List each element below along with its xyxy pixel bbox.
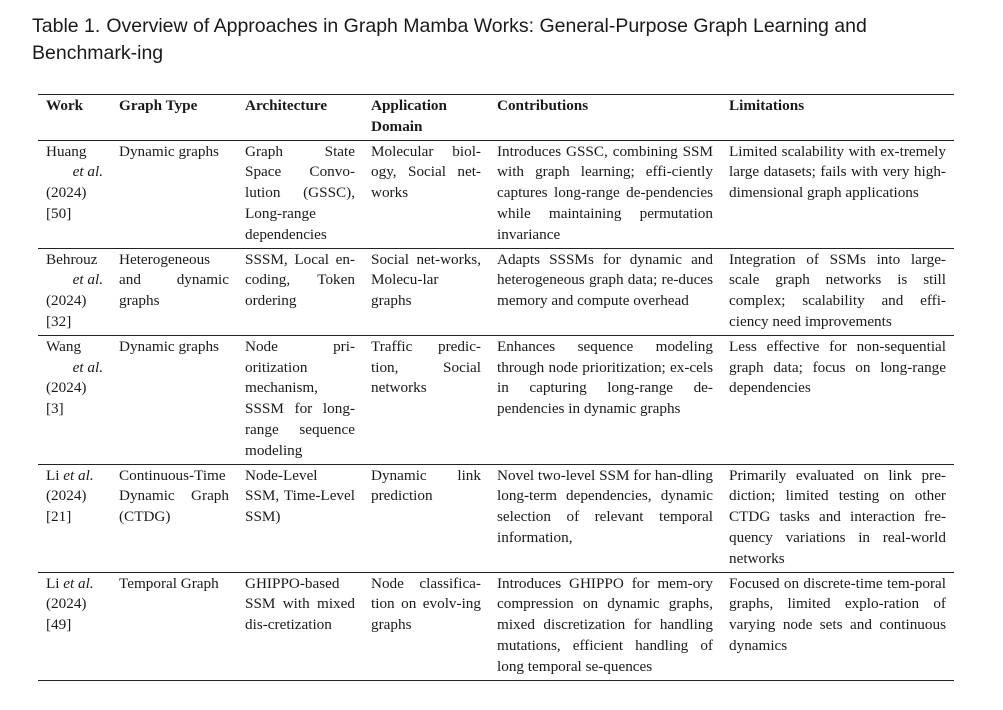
table-caption	[32, 13, 967, 67]
contributions-cell: Introduces GSSC, combining SSM with graph learning; effi-ciently captures long-range de-pendencies while maintaining permutation invariance	[497, 142, 713, 243]
header-work: Work	[46, 97, 84, 114]
work-author: Li	[46, 466, 60, 484]
work-ref: [50]	[46, 204, 72, 222]
domain-cell: Social net-works, Molecu-lar graphs	[371, 250, 481, 310]
work-author: Huang	[46, 142, 87, 160]
contributions-cell: Novel two-level SSM for han-dling long-term dependencies, dynamic selection of relevant temporal information,	[497, 466, 713, 546]
table-row	[38, 336, 954, 464]
work-year: (2024)	[46, 487, 87, 505]
limitations-cell: Primarily evaluated on link pre-diction; limited testing on other CTDG tasks and interaction fre-quency variations in real-world networks	[729, 466, 946, 567]
graph-type-cell: Temporal Graph	[119, 574, 219, 592]
work-cell	[38, 466, 111, 570]
work-ref: [21]	[46, 508, 72, 526]
work-author-line	[46, 574, 103, 595]
work-cell	[38, 574, 111, 678]
architecture-cell: Node-Level SSM, Time-Level SSM)	[245, 466, 355, 526]
work-etal: et al.	[63, 466, 94, 484]
table-caption-text: Overview of Approaches in Graph Mamba Works: General-Purpose Graph Learning and Benchmark-ing	[32, 15, 867, 64]
architecture-cell: Graph State Space Convo-lution (GSSC), Long-range dependencies	[245, 142, 355, 243]
work-year: (2024)	[46, 595, 87, 613]
header-limitations: Limitations	[729, 97, 805, 114]
contributions-cell: Enhances sequence modeling through node prioritization; ex-cels in capturing long-range de-pendencies in dynamic graphs	[497, 337, 713, 418]
table-header-row	[38, 95, 954, 140]
architecture-cell: Node pri-oritization mechanism, SSSM for long-range sequence modeling	[245, 337, 355, 459]
table-row	[38, 249, 954, 335]
domain-cell: Node classifica-tion on evolv-ing graphs	[371, 574, 481, 634]
work-etal: et al.	[72, 163, 103, 181]
contributions-cell: Adapts SSSMs for dynamic and heterogeneous graph data; re-duces memory and compute overhead	[497, 250, 713, 310]
limitations-cell: Less effective for non-sequential graph data; focus on long-range dependencies	[729, 337, 946, 397]
graph-type-cell: Dynamic graphs	[119, 142, 219, 160]
table-row	[38, 465, 954, 572]
graph-type-cell: Dynamic graphs	[119, 337, 219, 355]
work-etal: et al.	[63, 574, 94, 592]
work-year: (2024)	[46, 292, 87, 310]
work-year: (2024)	[46, 184, 87, 202]
work-etal: et al.	[72, 271, 103, 289]
domain-cell: Traffic predic-tion, Social networks	[371, 337, 481, 397]
header-contributions: Contributions	[497, 97, 589, 114]
table-row	[38, 141, 954, 248]
approaches-table	[38, 94, 954, 681]
contributions-cell: Introduces GHIPPO for mem-ory compression on dynamic graphs, mixed discretization for handling mutations, efficient handling of long temporal se-quences	[497, 574, 713, 675]
work-year: (2024)	[46, 379, 87, 397]
work-ref: [3]	[46, 400, 64, 418]
work-author-line	[46, 466, 103, 487]
work-cell	[38, 250, 111, 333]
header-application-domain: Application Domain	[371, 97, 447, 135]
domain-cell: Dynamic link prediction	[371, 466, 481, 505]
work-ref: [32]	[46, 312, 72, 330]
architecture-cell: SSSM, Local en-coding, Token ordering	[245, 250, 355, 310]
work-cell	[38, 337, 111, 462]
work-author: Wang	[46, 337, 82, 355]
table-row	[38, 573, 954, 680]
limitations-cell: Focused on discrete-time tem-poral graphs, limited explo-ration of varying node sets and continuous dynamics	[729, 574, 946, 654]
architecture-cell: GHIPPO-based SSM with mixed dis-cretization	[245, 574, 355, 634]
work-author: Behrouz	[46, 250, 98, 268]
graph-type-cell: Continuous-Time Dynamic Graph (CTDG)	[119, 466, 229, 526]
domain-cell: Molecular biol-ogy, Social net-works	[371, 142, 481, 202]
work-cell	[38, 142, 111, 246]
header-graph-type: Graph Type	[119, 97, 198, 114]
work-author: Li	[46, 574, 60, 592]
table-caption-label: Table 1.	[32, 15, 101, 37]
work-etal: et al.	[72, 358, 103, 376]
graph-type-cell: Heterogeneous and dynamic graphs	[119, 250, 229, 310]
work-ref: [49]	[46, 616, 72, 634]
limitations-cell: Integration of SSMs into large-scale graph networks is still complex; scalability and effi-ciency need improvements	[729, 250, 946, 330]
limitations-cell: Limited scalability with ex-tremely large datasets; fails with very high-dimensional graph applications	[729, 142, 946, 202]
header-architecture: Architecture	[245, 97, 328, 114]
